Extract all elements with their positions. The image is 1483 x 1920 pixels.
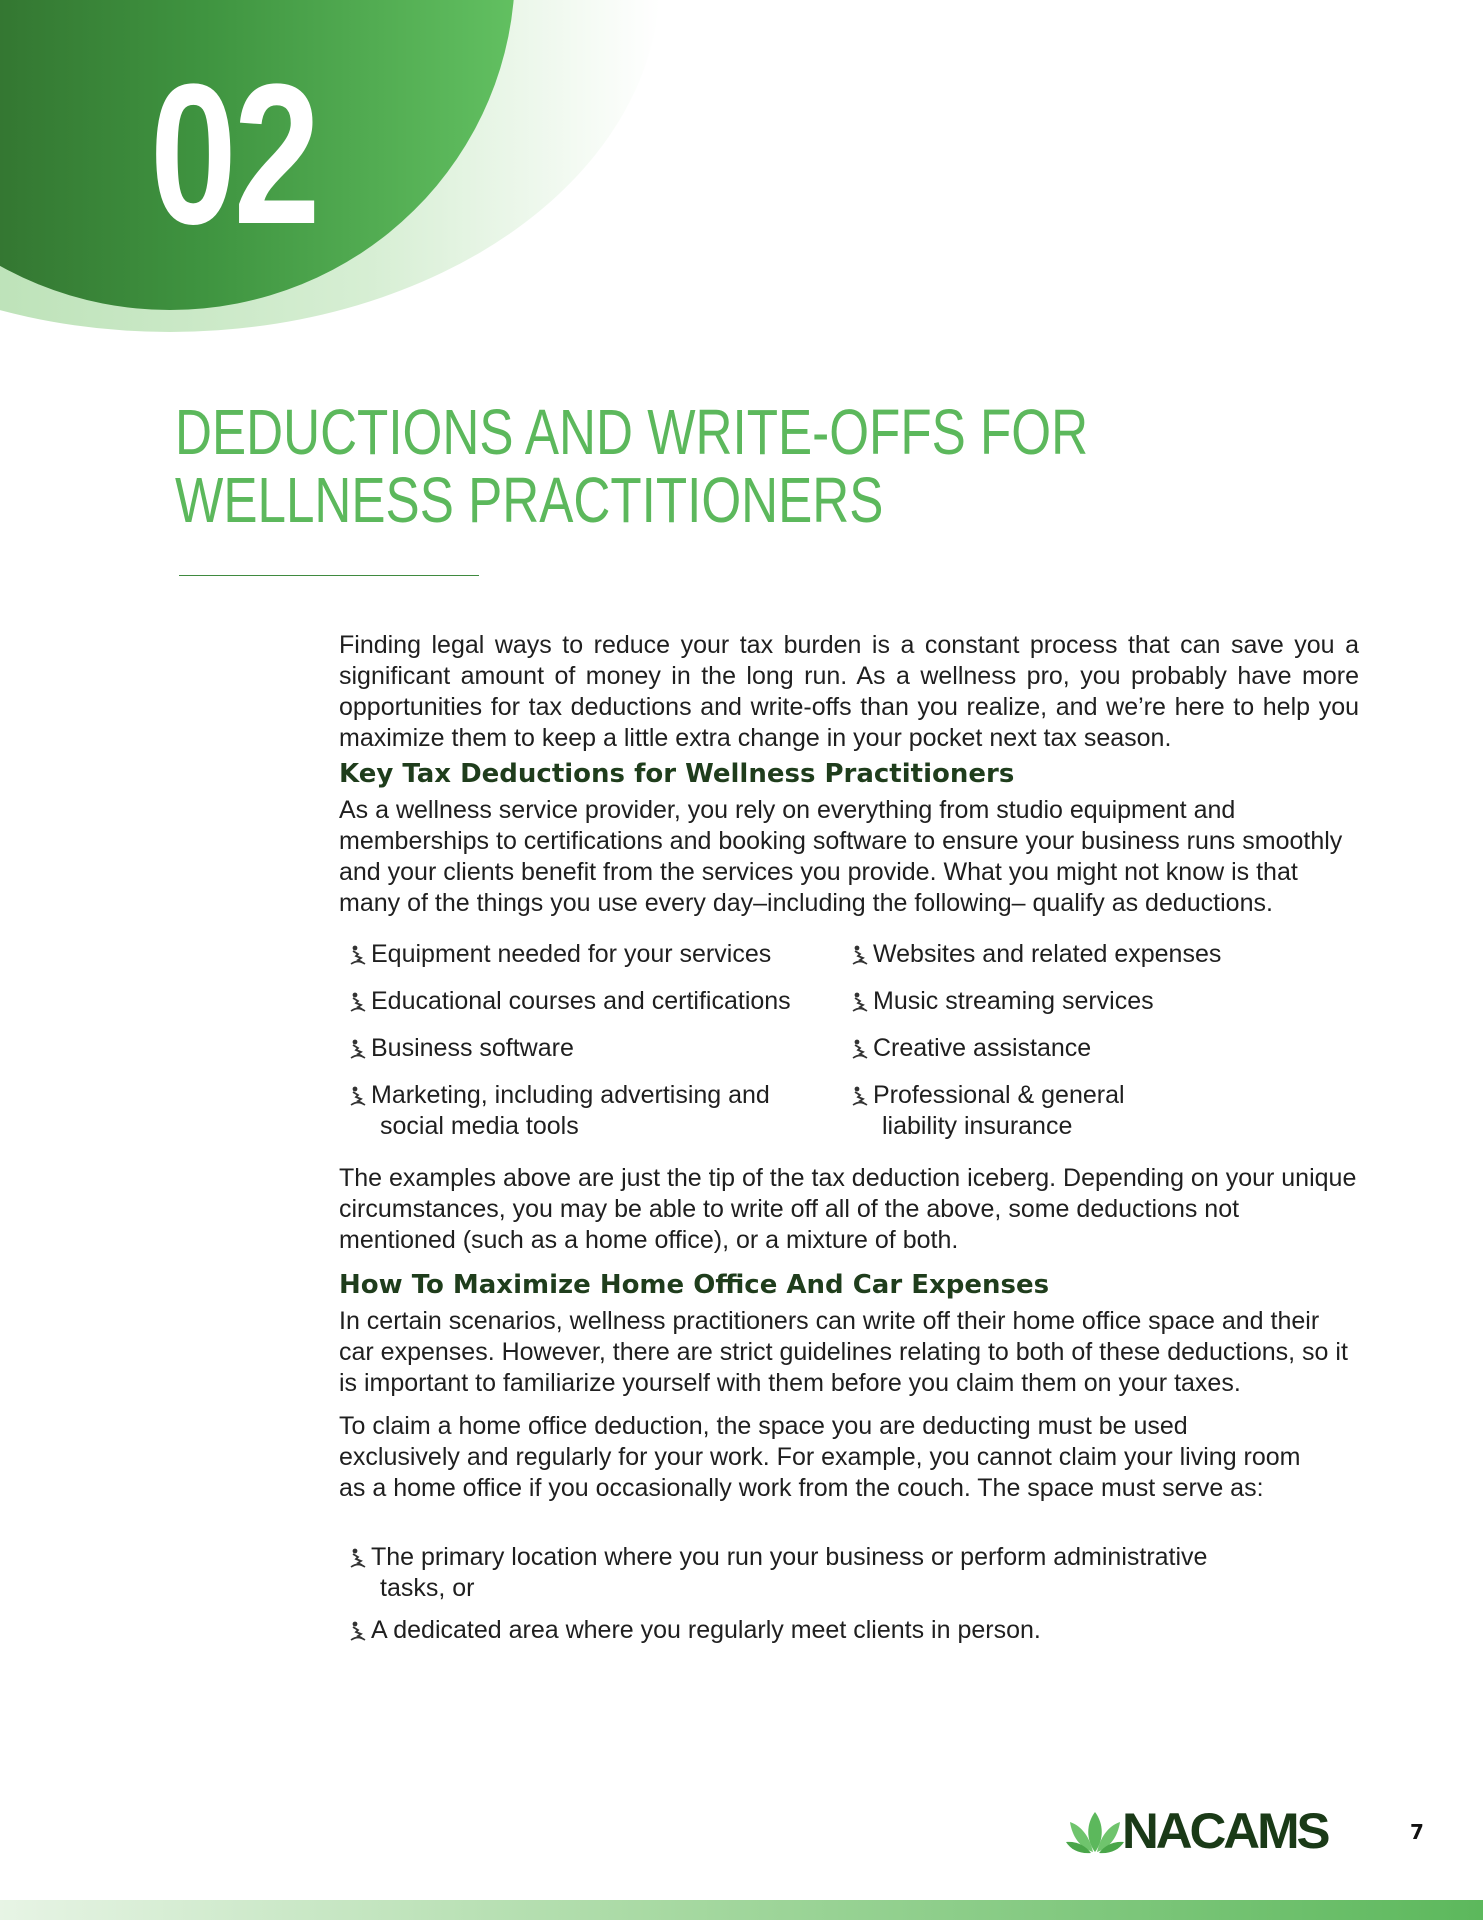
page-title (175, 398, 1088, 534)
section2-home-office-paragraph (339, 1411, 1359, 1504)
list-item (349, 986, 851, 1022)
lotus-figure-icon (349, 1615, 371, 1651)
page-title-line-2: WELLNESS PRACTITIONERS (175, 464, 884, 536)
lotus-figure-icon (349, 1542, 371, 1578)
intro-line: a significant amount of money in the long run. As a wellness pro, you probably have (339, 631, 1360, 690)
section-heading-key-deductions: Key Tax Deductions for Wellness Practitioners (339, 759, 1015, 789)
section2-paragraph (339, 1306, 1359, 1399)
list-item-line: Professional & general (873, 1081, 1125, 1109)
lotus-figure-icon (349, 986, 371, 1022)
paragraph-line: smoothly and your clients benefit from the services you provide. What you might (339, 827, 1343, 886)
home-office-requirements-list (349, 1542, 1359, 1651)
page-number: 7 (1410, 1820, 1424, 1844)
list-item (349, 1080, 851, 1142)
list-item-text: Music streaming services (873, 987, 1154, 1015)
lotus-figure-icon (349, 939, 371, 975)
title-divider (179, 575, 479, 576)
page-title-line-1: DEDUCTIONS AND WRITE-OFFS FOR (175, 396, 1089, 468)
list-item-line: liability insurance (882, 1112, 1073, 1140)
paragraph-line: as a home office if you occasionally work from the couch. The space must serve as: (339, 1474, 1264, 1502)
paragraph-line: memberships to certifications and booking software to ensure your business runs (339, 827, 1236, 855)
paragraph-line: To claim a home office deduction, the space you are deducting must be used (339, 1412, 1188, 1440)
paragraph-line: your unique circumstances, you may be able to write off all of the above, some (339, 1164, 1357, 1223)
list-item-text: Websites and related expenses (873, 940, 1222, 968)
chapter-number: 02 (150, 43, 318, 266)
lotus-figure-icon (851, 1080, 873, 1116)
list-item (851, 1033, 1351, 1069)
intro-paragraph (339, 630, 1359, 754)
intro-line: more opportunities for tax deductions and write-offs than you realize, and we’re (339, 662, 1359, 721)
list-item-line: tasks, or (380, 1574, 475, 1602)
paragraph-line: deductions not mentioned (such as a home office), or a mixture of both. (339, 1195, 1240, 1254)
list-item-text: Educational courses and certifications (371, 987, 791, 1015)
lotus-figure-icon (349, 1033, 371, 1069)
paragraph-line: these deductions, so it is important to familiarize yourself with them before you (339, 1338, 1348, 1397)
list-item-text (371, 1542, 1359, 1604)
list-item-line: The primary location where you run your business or perform administrative (371, 1543, 1208, 1571)
intro-line: Finding legal ways to reduce your tax burden is a constant process that can save you (339, 631, 1335, 659)
list-item-text: A dedicated area where you regularly meet clients in person. (371, 1616, 1041, 1644)
list-item-text: Business software (371, 1034, 574, 1062)
paragraph-line: not know is that many of the things you use every day–including the following– (339, 858, 1298, 917)
list-item (349, 1542, 1359, 1604)
lotus-figure-icon (851, 939, 873, 975)
lotus-figure-icon (349, 1080, 371, 1116)
list-item-line: Marketing, including advertising and (371, 1081, 770, 1109)
list-item (851, 986, 1351, 1022)
list-item (349, 1033, 851, 1069)
list-item-text (371, 1080, 851, 1142)
lotus-figure-icon (851, 986, 873, 1022)
list-item (851, 1080, 1351, 1142)
list-item-text: Creative assistance (873, 1034, 1092, 1062)
paragraph-line: claim them on your taxes. (955, 1369, 1241, 1397)
paragraph-line: As a wellness service provider, you rely on everything from studio equipment and (339, 796, 1236, 824)
body-content (339, 630, 1359, 1662)
list-item-text: Equipment needed for your services (371, 940, 772, 968)
deductions-list-left-column (349, 939, 851, 1153)
paragraph-line: and their car expenses. However, there are strict guidelines relating to both of (339, 1307, 1320, 1366)
section1-after-paragraph (339, 1163, 1359, 1256)
footer-gradient-bar (0, 1900, 1483, 1920)
paragraph-line: qualify as deductions. (1032, 889, 1273, 917)
deductions-list (349, 939, 1359, 1153)
deductions-list-right-column (851, 939, 1351, 1153)
intro-line: here to help you maximize them to keep a little extra change in your pocket next tax (339, 693, 1360, 752)
section-heading-home-office: How To Maximize Home Office And Car Expenses (339, 1270, 1050, 1300)
list-item-text (873, 1080, 1351, 1142)
intro-line: season. (1083, 724, 1172, 752)
paragraph-line: The examples above are just the tip of the tax deduction iceberg. Depending on (339, 1164, 1219, 1192)
brand-logo-text: NACAMS (1122, 1803, 1328, 1859)
list-item (851, 939, 1351, 975)
lotus-figure-icon (851, 1033, 873, 1069)
paragraph-line: exclusively and regularly for your work. For example, you cannot claim your living room (339, 1443, 1301, 1471)
list-item (349, 1615, 1359, 1651)
list-item-line: social media tools (380, 1112, 579, 1140)
list-item (349, 939, 851, 975)
paragraph-line: In certain scenarios, wellness practitioners can write off their home office space (339, 1307, 1215, 1335)
section1-paragraph (339, 795, 1359, 919)
lotus-leaf-icon (1066, 1808, 1124, 1856)
header-arc-shape (0, 0, 700, 340)
